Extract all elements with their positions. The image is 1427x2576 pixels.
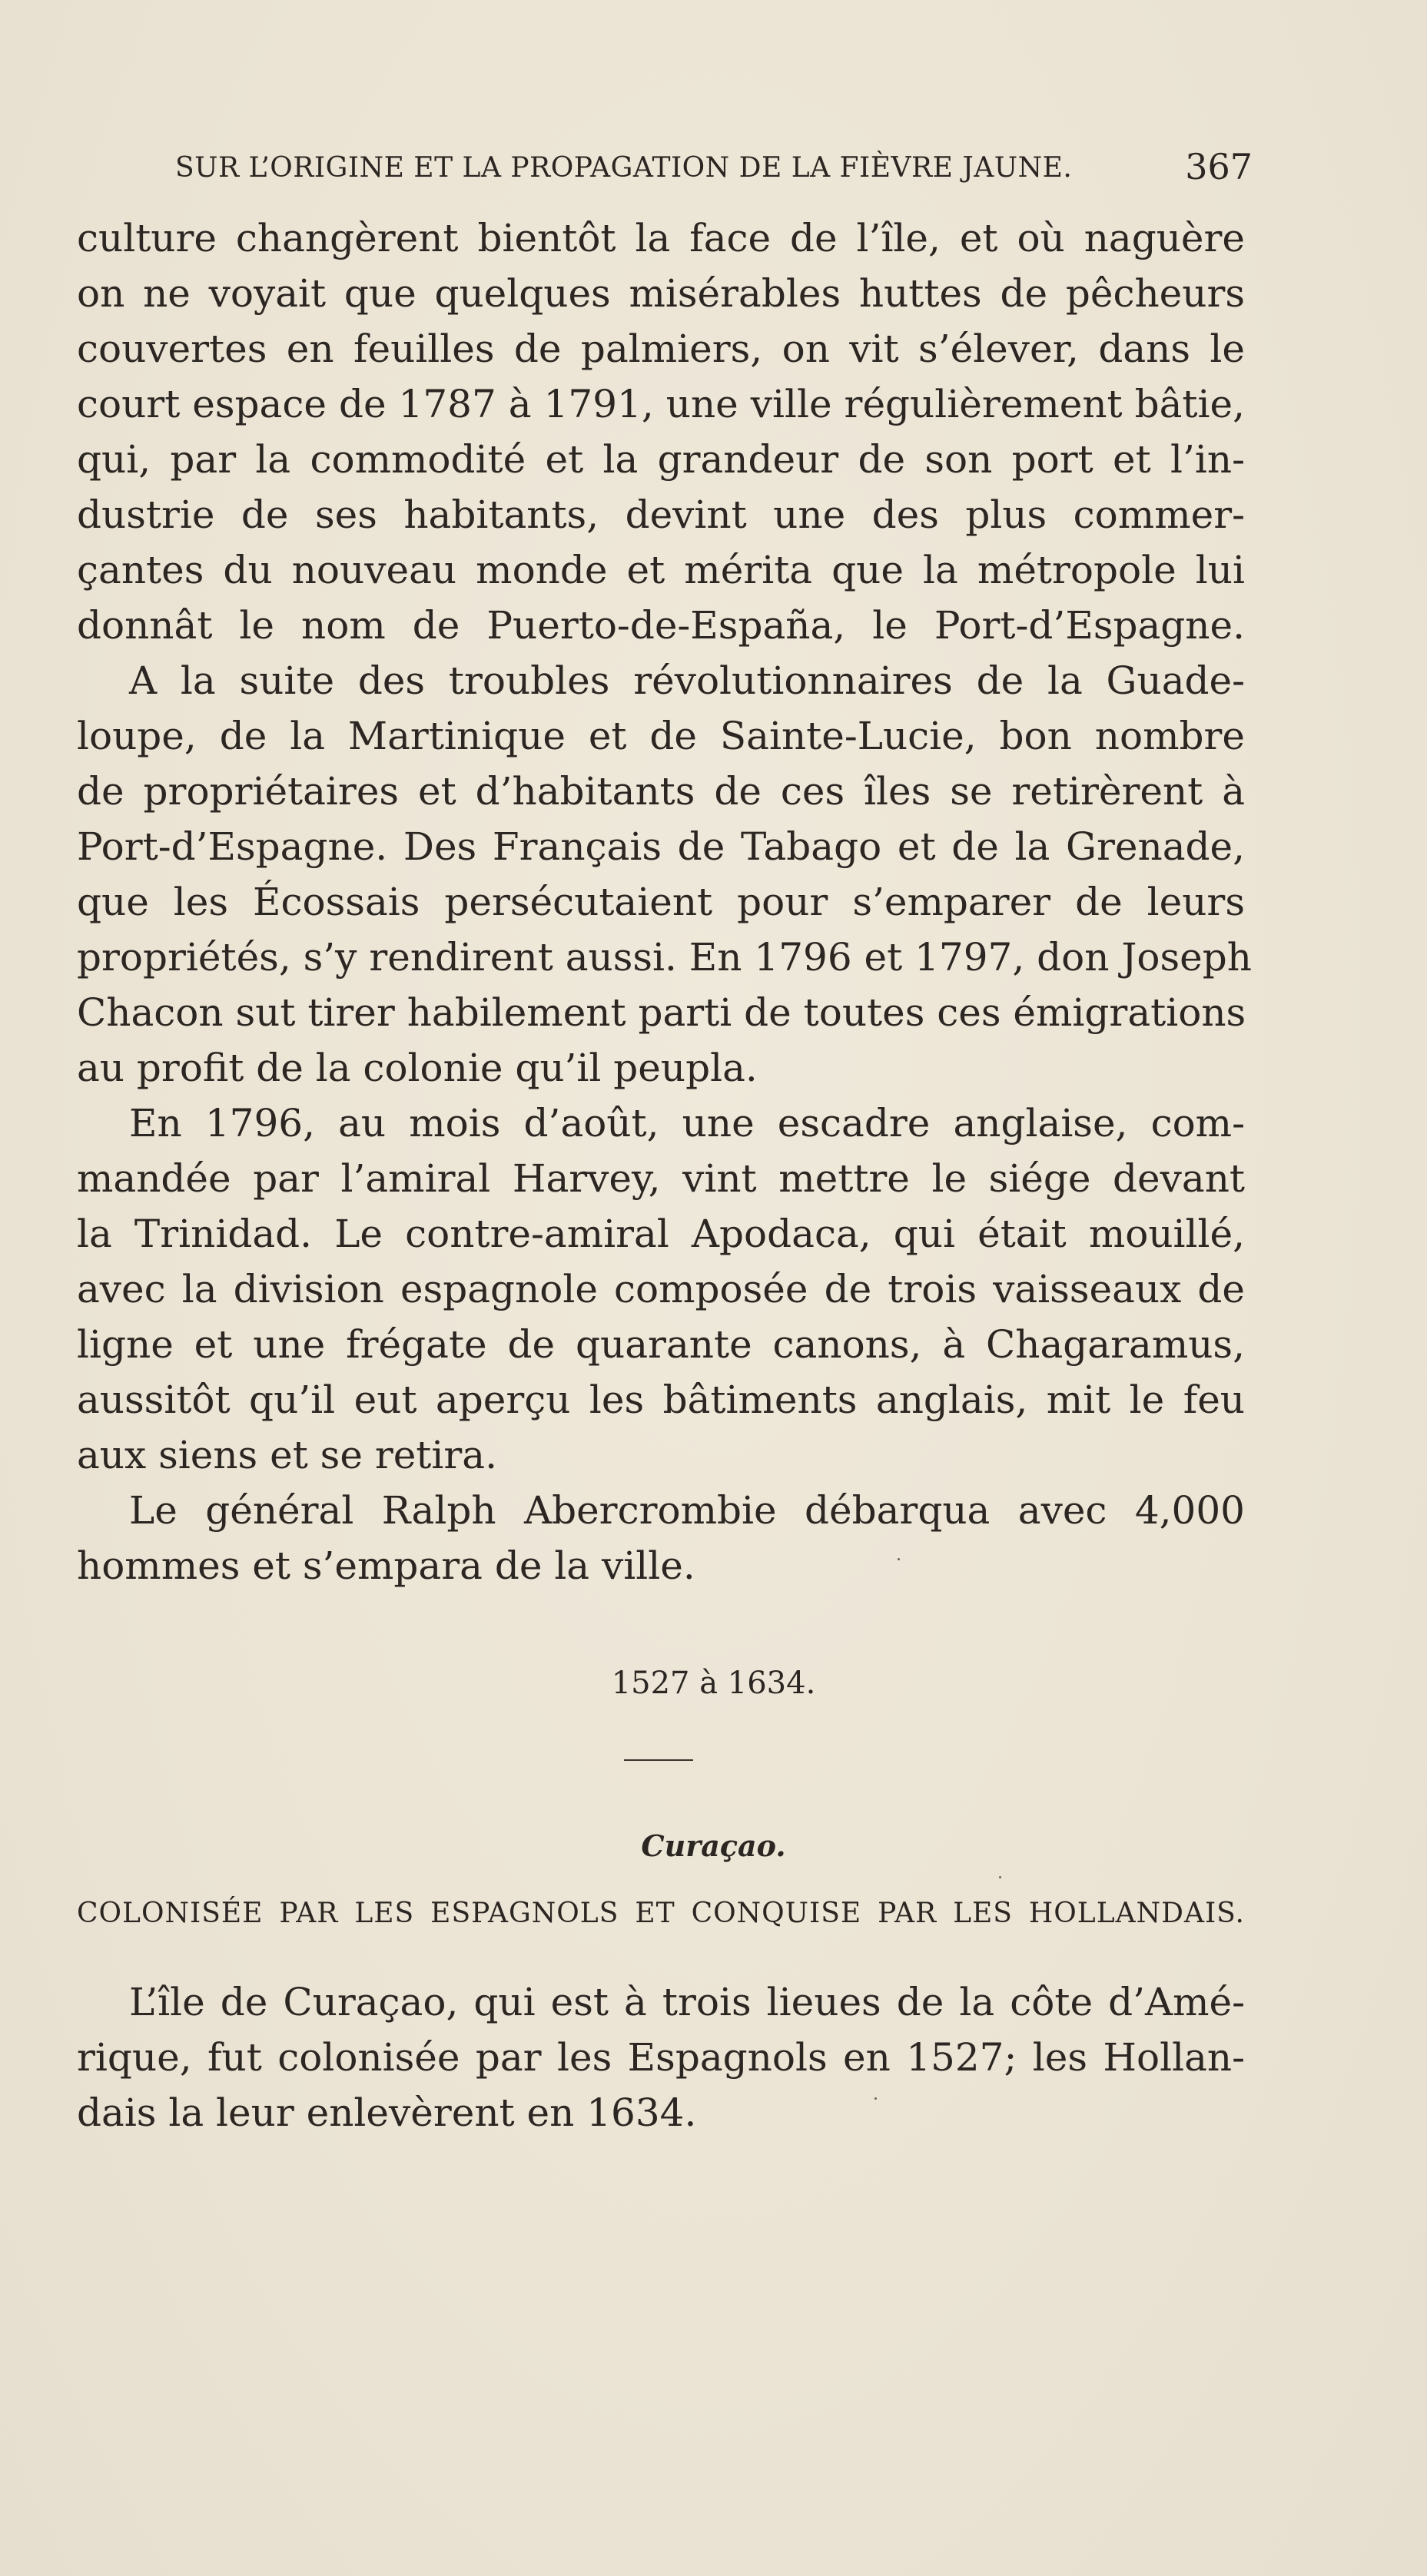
- text-line: on ne voyait que quelques misérables huttes de pêcheurs: [77, 271, 1245, 316]
- text-line: couvertes en feuilles de palmiers, on vit s’élever, dans le: [77, 327, 1245, 371]
- text-line: En 1796, au mois d’août, une escadre anglaise, com-: [129, 1101, 1245, 1145]
- text-line: mandée par l’amiral Harvey, vint mettre le siége devant: [77, 1156, 1245, 1201]
- paper-speck: [999, 1876, 1001, 1878]
- text-line: hommes et s’empara de la ville.: [77, 1543, 695, 1588]
- text-line: Le général Ralph Abercrombie débarqua avec 4,000: [129, 1488, 1245, 1533]
- paragraph-2: [77, 653, 1252, 1096]
- text-line: avec la division espagnole composée de trois vaisseaux de: [77, 1267, 1245, 1311]
- text-line: L’île de Curaçao, qui est à trois lieues de la côte d’Amé-: [129, 1980, 1245, 2024]
- text-line: aussitôt qu’il eut aperçu les bâtiments anglais, mit le feu: [77, 1378, 1245, 1422]
- text-line: rique, fut colonisée par les Espagnols en 1527; les Hollan-: [77, 2035, 1245, 2080]
- text-line: dais la leur enlevèrent en 1634.: [77, 2090, 697, 2135]
- text-line: Port-d’Espagne. Des Français de Tabago et de la Grenade,: [77, 824, 1245, 869]
- paper-speck: [898, 1558, 900, 1560]
- paragraph-4: [77, 1483, 1245, 1593]
- text-line: Chacon sut tirer habilement parti de toutes ces émigrations: [77, 990, 1246, 1035]
- paragraph-1: [77, 211, 1245, 653]
- section-divider: [624, 1759, 693, 1761]
- text-line: au profit de la colonie qu’il peupla.: [77, 1046, 758, 1090]
- text-line: ligne et une frégate de quarante canons, à Chagaramus,: [77, 1322, 1245, 1367]
- section-title: Curaçao.: [641, 1828, 786, 1863]
- text-line: court espace de 1787 à 1791, une ville régulièrement bâtie,: [77, 382, 1245, 426]
- text-line: la Trinidad. Le contre-amiral Apodaca, qui était mouillé,: [77, 1212, 1245, 1256]
- section-subtitle: COLONISÉE PAR LES ESPAGNOLS ET CONQUISE PAR LES HOLLANDAIS.: [77, 1898, 1245, 1929]
- text-line: que les Écossais persécutaient pour s’emparer de leurs: [77, 880, 1245, 924]
- paragraph-5: [77, 1974, 1245, 2140]
- paper-speck: [874, 2097, 877, 2100]
- paragraph-3: [77, 1096, 1245, 1483]
- text-line: culture changèrent bientôt la face de l’île, et où naguère: [77, 216, 1245, 260]
- text-line: de propriétaires et d’habitants de ces îles se retirèrent à: [77, 769, 1245, 814]
- text-line: donnât le nom de Puerto-de-España, le Port-d’Espagne.: [77, 603, 1245, 648]
- running-head-title: SUR L’ORIGINE ET LA PROPAGATION DE LA FIÈVRE JAUNE.: [175, 152, 1073, 184]
- page-number: 367: [1185, 146, 1253, 187]
- text-line: çantes du nouveau monde et mérita que la métropole lui: [77, 548, 1245, 592]
- text-line: aux siens et se retira.: [77, 1433, 497, 1477]
- text-line: dustrie de ses habitants, devint une des plus commer-: [77, 492, 1245, 537]
- text-line: qui, par la commodité et la grandeur de son port et l’in-: [77, 437, 1245, 482]
- section-dates: 1527 à 1634.: [611, 1666, 816, 1701]
- running-head: [175, 146, 1253, 192]
- text-line: loupe, de la Martinique et de Sainte-Lucie, bon nombre: [77, 714, 1245, 758]
- text-line: propriétés, s’y rendirent aussi. En 1796 et 1797, don Joseph: [77, 935, 1252, 980]
- text-line: A la suite des troubles révolutionnaires de la Guade-: [129, 658, 1245, 703]
